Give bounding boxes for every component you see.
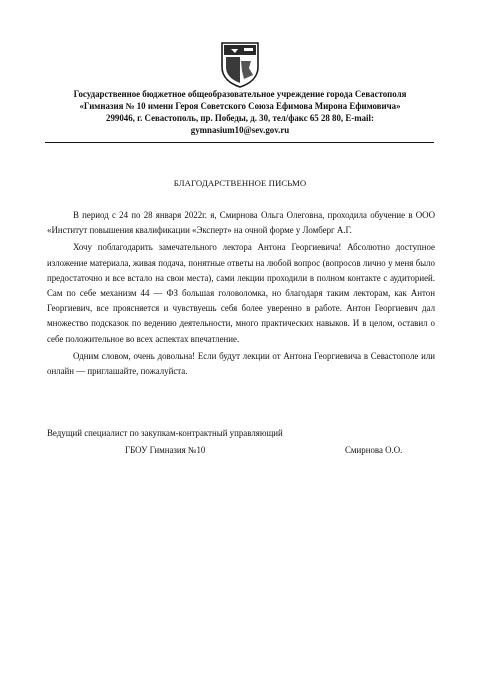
sevastopol-coat-of-arms-icon (220, 41, 260, 88)
signer-position: Ведущий специалист по закупкам-контрактный управляющий (47, 428, 283, 438)
paragraph-thanks: Хочу поблагодарить замечательного лектора Антона Георгиевича! Абсолютно доступное изложение материала, живая подача, понятные ответы на любой вопрос (вопросов лично у меня было предостаточно и все встало на свои места), сами лекции проходили в полном контакте с аудиторией. Сам по себе механизм 44 — ФЗ большая головоломка, но благодаря таким лекторам, как Антон Георгиевич, все проясняется и чувствуешь себя более уверенно в работе. Антон Георгиевич дал множество подсказок по ведению деятельности, много практических навыков. И в целом, оставил о себе положительное во всех аспектах впечатление. (47, 242, 435, 344)
school-header (40, 88, 440, 136)
paragraph-intro: В период с 24 по 28 января 2022г. я, Смирнова Ольга Олеговна, проходила обучение в ООО «Институт повышения квалификации «Эксперт» на очной форме у Ломберг А.Г. (47, 210, 435, 236)
letter-title: БЛАГОДАРСТВЕННОЕ ПИСЬМО (173, 178, 307, 188)
header-divider (45, 142, 434, 143)
signer-name: Смирнова О.О. (345, 445, 403, 455)
header-school-name: «Гимназия № 10 имени Героя Советского Союза Ефимова Мирона Ефимовича» (79, 101, 401, 111)
header-address: 299046, г. Севастополь, пр. Победы, д. 30, тел/факс 65 28 80, E-mail: (106, 113, 374, 123)
header-email: gymnasium10@sev.gov.ru (190, 125, 290, 135)
paragraph-conclusion: Одним словом, очень довольна! Если будут лекции от Антона Георгиевича в Севастополе или онлайн — приглашайте, пожалуйста. (47, 350, 435, 377)
header-school-type: Государственное бюджетное общеобразовательное учреждение города Севастополя (73, 89, 407, 99)
signer-organization: ГБОУ Гимназия №10 (125, 445, 206, 455)
letter-body (47, 208, 435, 379)
